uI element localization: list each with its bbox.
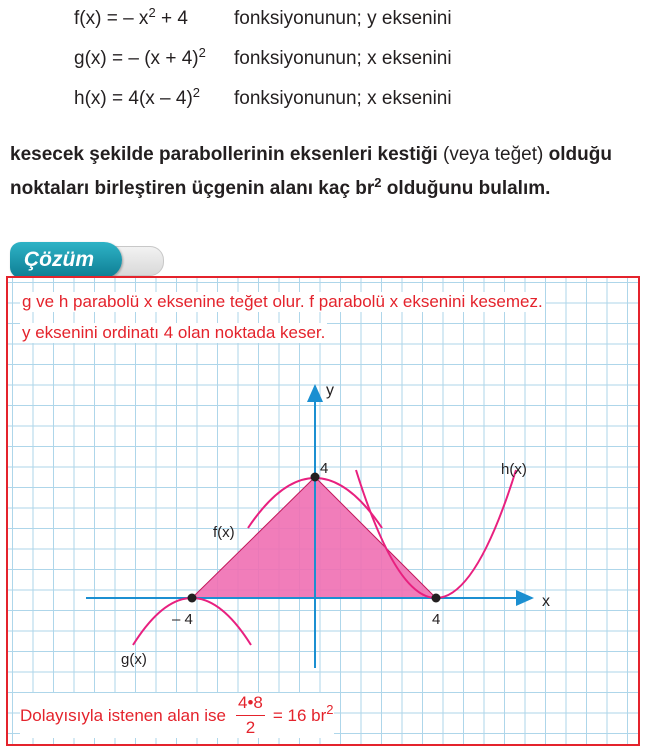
definition-description: fonksiyonunun; x eksenini [234, 88, 452, 109]
result-value: = 16 $br^2$ [272, 701, 334, 725]
g-curve-label: g(x) [121, 651, 147, 668]
x-neg-label: – 4 [172, 611, 193, 628]
point-x-pos [432, 594, 441, 603]
definition-formula: f(x) = – $x^2 + 4$ [74, 5, 188, 29]
question-text: kesecek şekilde parabollerinin eksenleri kestiği (veya teğet) olduğu noktaları birleştiren üçgenin alanı kaç $br^2$ olduğunu bulalım. [10, 144, 612, 199]
f-curve-label: f(x) [213, 524, 235, 541]
definition-formula: g(x) = – $(x + 4)^2$ [74, 45, 206, 69]
h-curve-label: h(x) [501, 461, 527, 478]
definition-description: fonksiyonunun; y eksenini [234, 8, 452, 29]
y-axis-label: y [326, 382, 334, 399]
result-line [20, 693, 334, 738]
point-x-neg [188, 594, 197, 603]
point-y-intercept [311, 473, 320, 482]
result-prefix: Dolayısıyla istenen alan ise [20, 705, 227, 725]
result-fraction [236, 693, 265, 738]
solution-line-1: g ve h parabolü x eksenine teğet olur. f parabolü x eksenini kesemez. [22, 292, 543, 311]
fraction-numerator: 4•8 [236, 693, 265, 716]
x-pos-label: 4 [432, 611, 441, 628]
fraction-denominator: 2 [245, 718, 256, 737]
y-intercept-label: 4 [320, 460, 329, 477]
definition-formula: h(x) = 4(x – 4)$^2$ [74, 85, 201, 109]
definition-description: fonksiyonunun; x eksenini [234, 48, 452, 69]
x-axis-label: x [542, 593, 550, 610]
solution-badge-label: Çözüm [10, 242, 122, 278]
solution-line-2: y eksenini ordinatı 4 olan noktada keser. [22, 323, 326, 342]
